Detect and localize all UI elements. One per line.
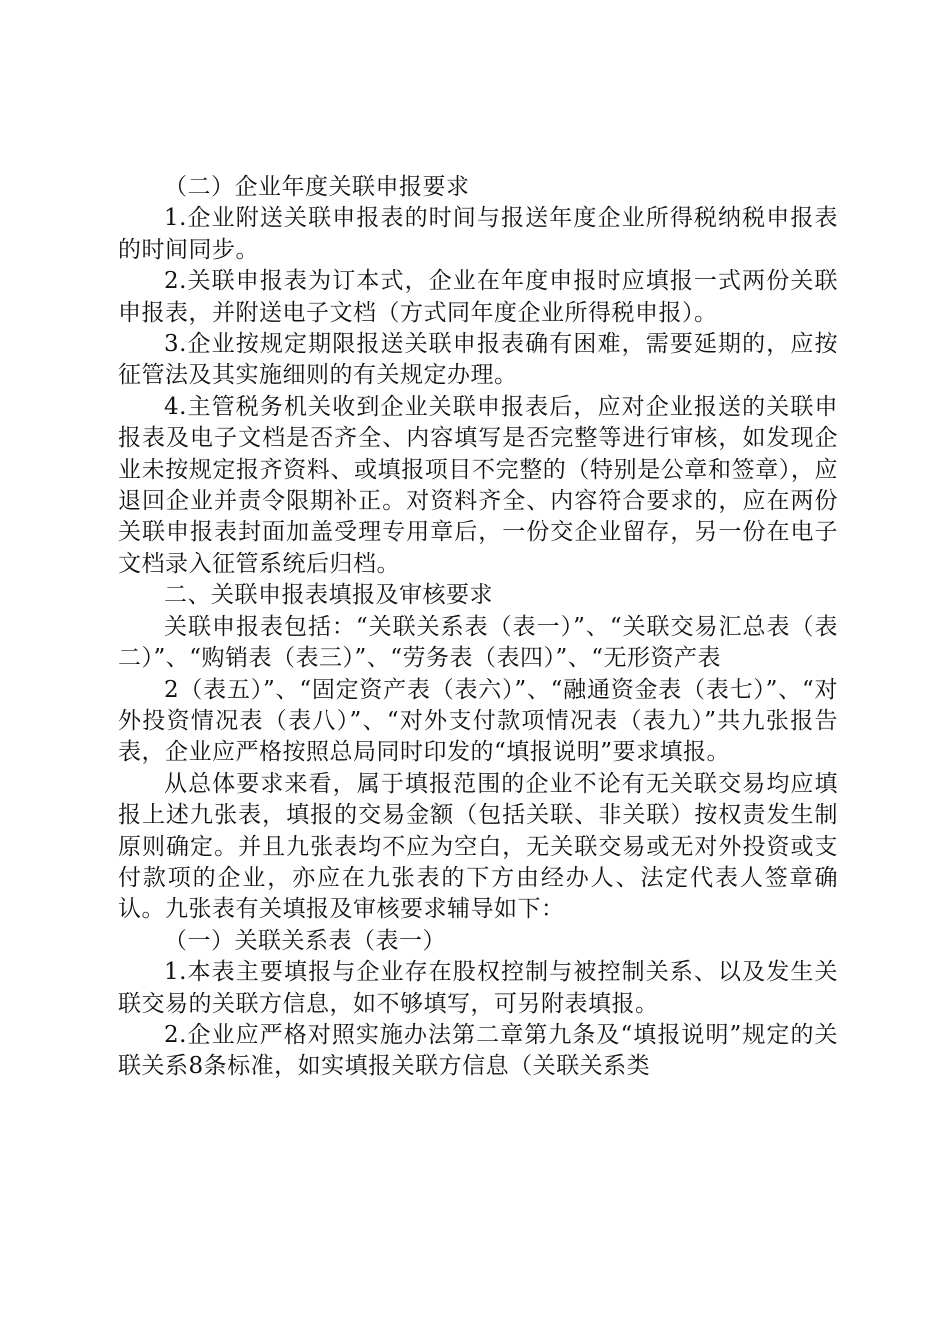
section-heading-fill-and-review: 二、关联申报表填报及审核要求 [164,582,493,609]
paragraph-table-list-continued: 2（表五）”、“固定资产表（表六）”、“融通资金表（表七）”、“对外投资情况表（表八）”、“对外支付款项情况表（表九）”共九张报告表，企业应严格按照总局同时印发的“填报说明”要求填报。 [118,676,838,766]
section-heading-annual-requirements: （二）企业年度关联申报要求 [164,174,470,200]
paragraph-table-one-item-1: 1.本表主要填报与企业存在股权控制与被控制关系、以及发生关联交易的关联方信息，如不够填写，可另附表填报。 [118,959,838,1017]
paragraph-table-list: 关联申报表包括：“关联关系表（表一）”、“关联交易汇总表（表二）”、“购销表（表三）”、“劳务表（表四）”、“无形资产表 [118,613,838,672]
paragraph-table-one-item-2: 2.企业应严格对照实施办法第二章第九条及“填报说明”规定的关联关系8条标准，如实填报关联方信息（关联关系类 [118,1021,838,1080]
document-body [118,172,838,1083]
paragraph-general-requirements: 从总体要求来看，属于填报范围的企业不论有无关联交易均应填报上述九张表，填报的交易金额（包括关联、非关联）按权责发生制原则确定。并且九张表均不应为空白，无关联交易或无对外投资或支付款项的企业，亦应在九张表的下方由经办人、法定代表人签章确认。九张表有关填报及审核要求辅导如下： [118,770,838,923]
paragraph-item-2: 2.关联申报表为订本式，企业在年度申报时应填报一式两份关联申报表，并附送电子文档（方式同年度企业所得税申报）。 [118,268,838,326]
section-heading-table-one: （一）关联关系表（表一） [164,927,446,954]
paragraph-item-1: 1.企业附送关联申报表的时间与报送年度企业所得税纳税申报表的时间同步。 [118,205,838,263]
paragraph-item-4: 4.主管税务机关收到企业关联申报表后，应对企业报送的关联申报表及电子文档是否齐全、内容填写是否完整等进行审核，如发现企业未按规定报齐资料、或填报项目不完整的（特别是公章和签章），应退回企业并责令限期补正。对资料齐全、内容符合要求的，应在两份关联申报表封面加盖受理专用章后，一份交企业留存，另一份在电子文档录入征管系统后归档。 [118,393,838,577]
paragraph-item-3: 3.企业按规定期限报送关联申报表确有困难，需要延期的，应按征管法及其实施细则的有关规定办理。 [118,331,838,389]
